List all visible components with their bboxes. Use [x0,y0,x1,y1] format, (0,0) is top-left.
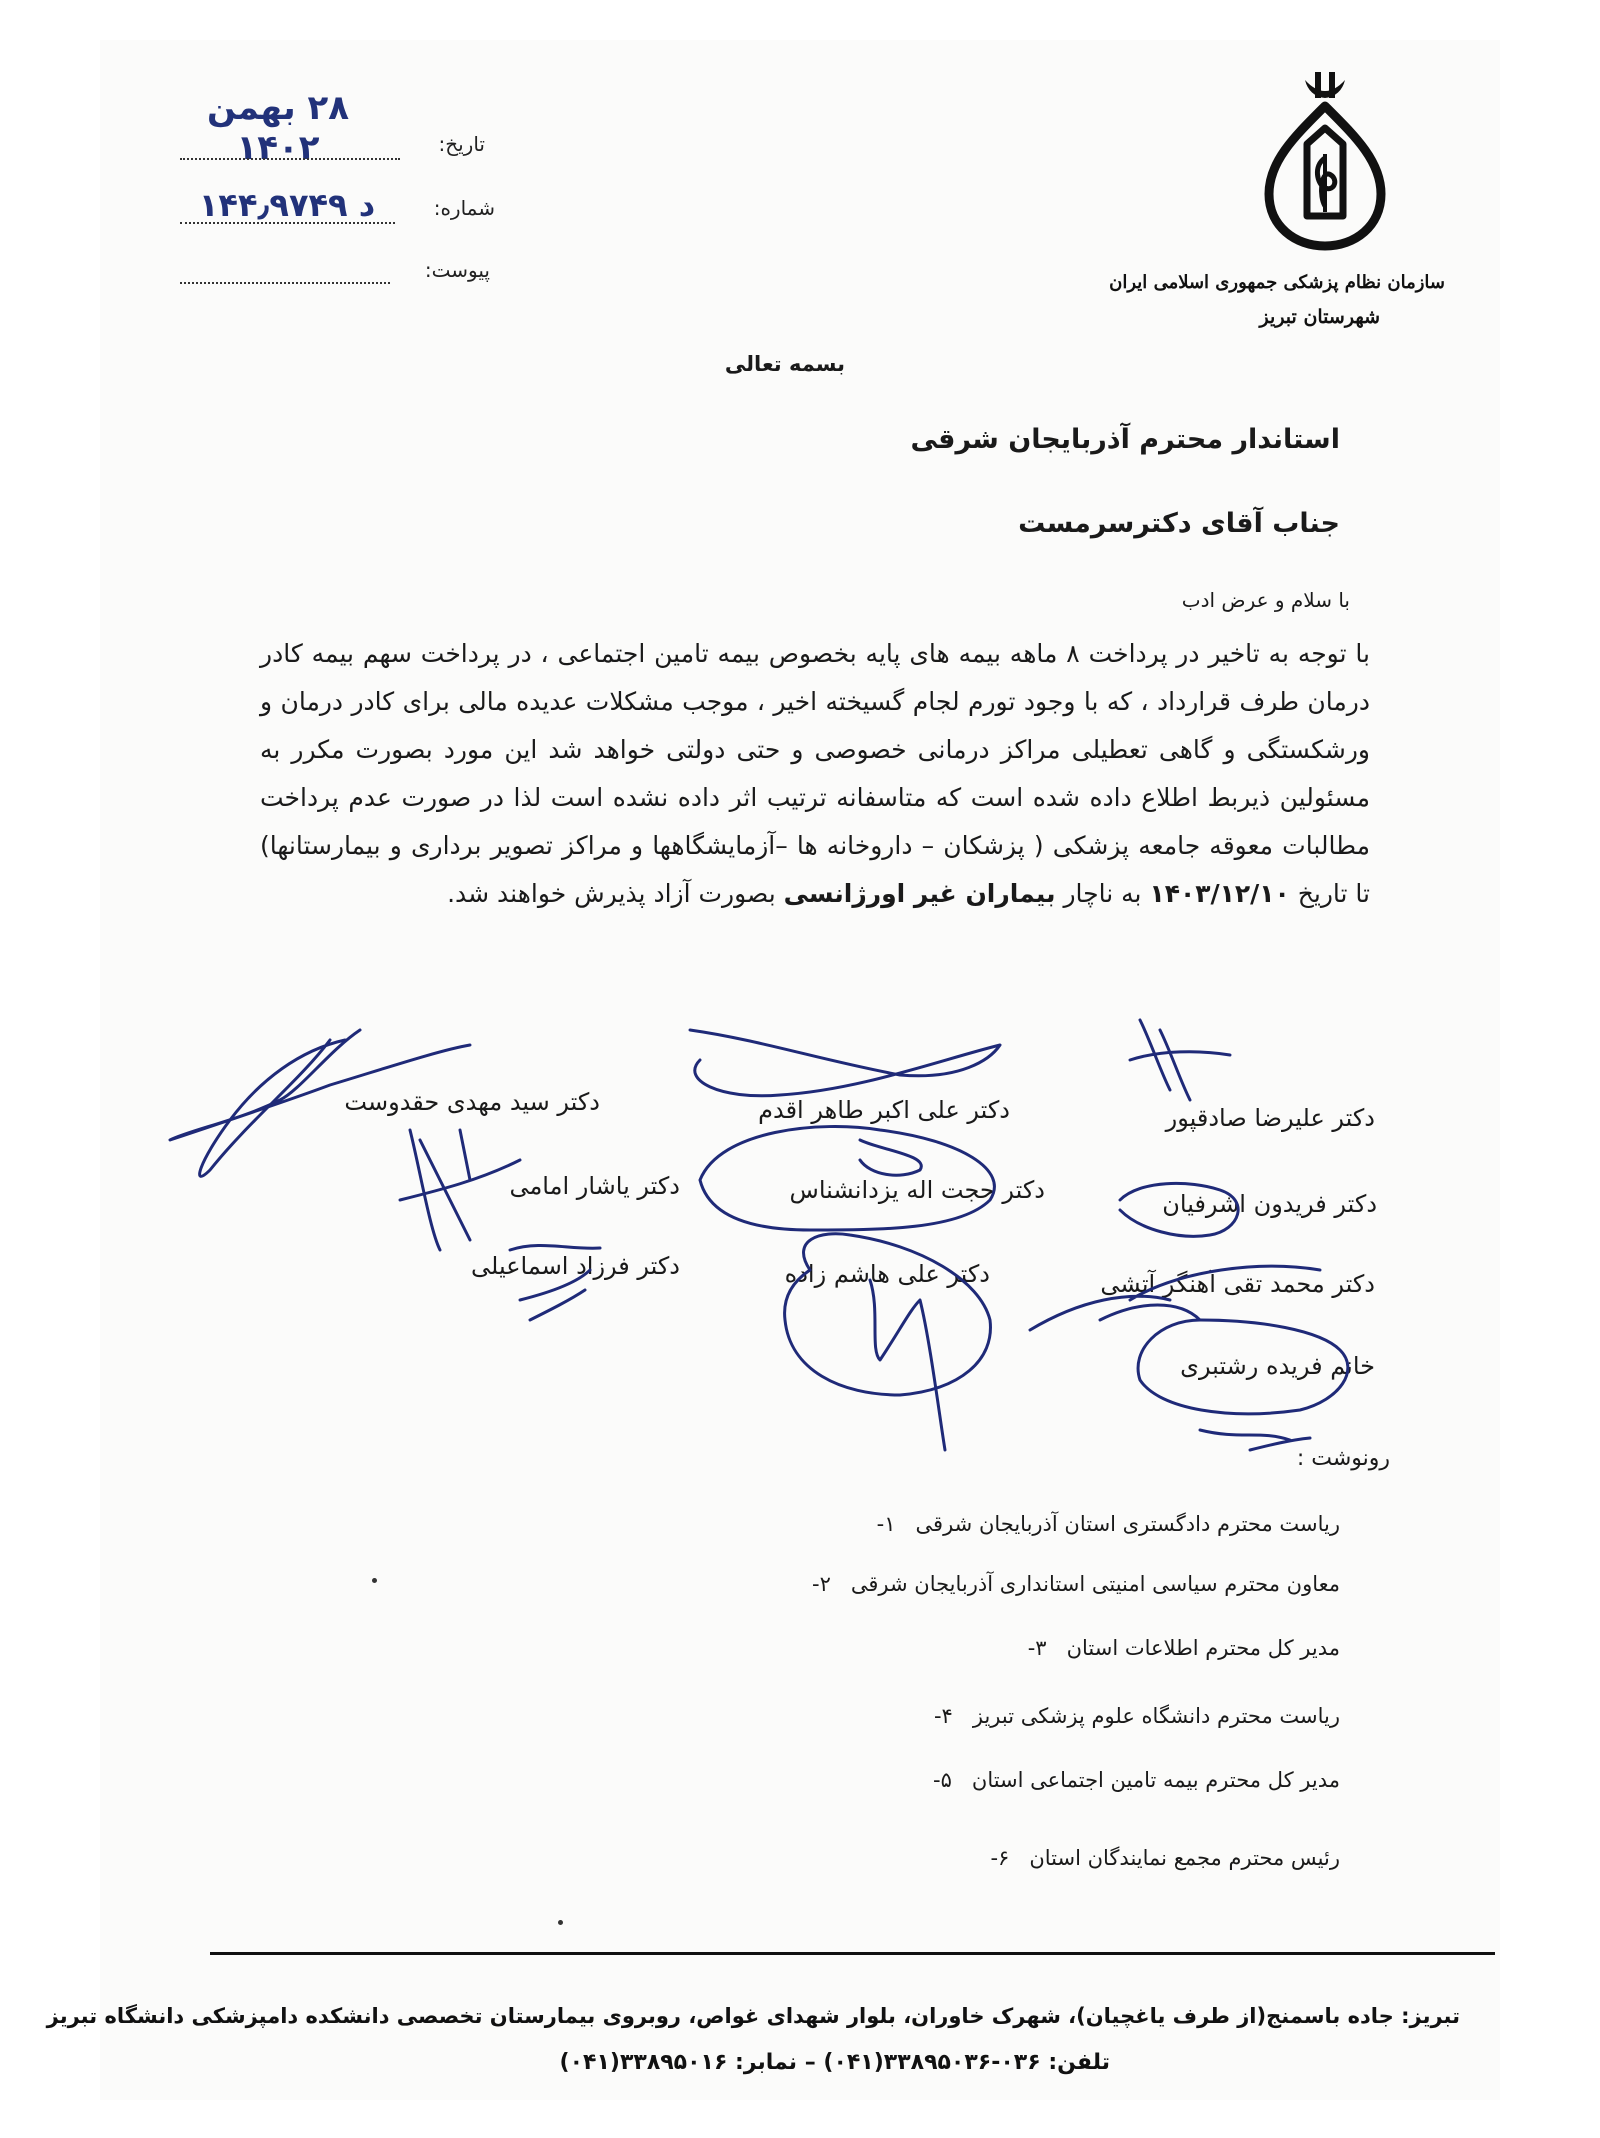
recipient-title: استاندار محترم آذربایجان شرقی [910,424,1340,455]
signatory-name: دکتر فریدون اشرفیان [1162,1190,1377,1218]
cc-item-text: مدیر کل محترم اطلاعات استان [1066,1636,1340,1660]
attachment-label: پیوست: [424,258,490,282]
body-text-end: بصورت آزاد پذیرش خواهند شد. [447,879,776,908]
cc-item [860,1704,1340,1728]
cc-item-number: ۴- [933,1704,953,1728]
recipient-name: جناب آقای دکترسرمست [1018,508,1340,539]
signatory-name: دکتر علی هاشم زاده [784,1260,990,1288]
signatory-name: خانم فریده رشتبری [1180,1352,1375,1380]
footer-phone: تلفن: ۰۳۶-۳۳۸۹۵۰۳۶(۰۴۱) – نمابر: ۳۳۸۹۵۰۱۶(۰۴۱) [559,2050,1110,2075]
cc-item-text: معاون محترم سیاسی امنیتی استانداری آذربایجان شرقی [850,1572,1340,1596]
organization-branch: شهرستان تبریز [1259,306,1380,328]
cc-item-number: ۵- [933,1768,952,1792]
signatory-name: دکتر علی اکبر طاهر اقدم [758,1096,1010,1124]
signatory-name: دکتر فرزاد اسماعیلی [471,1252,680,1280]
cc-item-text: ریاست محترم دادگستری استان آذربایجان شرقی [915,1512,1340,1536]
cc-item [840,1768,1340,1792]
deadline-date: ۱۴۰۳/۱۲/۱۰ [1149,879,1290,908]
body-emphasis: بیماران غیر اورژانسی [783,879,1056,908]
signatory-name: دکتر علیرضا صادقپور [1165,1104,1375,1132]
cc-item-text: ریاست محترم دانشگاه علوم پزشکی تبریز [972,1704,1340,1728]
signatory-name: دکتر محمد تقی آهنگر آتشی [1100,1270,1375,1298]
cc-item [900,1636,1340,1660]
cc-item [860,1846,1340,1870]
number-label: شماره: [433,196,495,220]
handwritten-date: ۲۸ بهمن ۱۴۰۲ [207,88,349,168]
cc-label: رونوشت : [1296,1446,1390,1471]
ink-dot [558,1920,563,1925]
footer-address: تبریز: جاده باسمنج(از طرف یاغچیان)، شهرک خاوران، بلوار شهدای غواص، روبروی بیمارستان تخصصی دانشکده دامپزشکی دانشگاه تبریز [46,2004,1460,2028]
cc-item-number: ۲- [811,1572,831,1596]
handwritten-number: د ۱۴۴٫۹۷۴۹ [198,186,376,224]
basmala: بسمه تعالی [724,352,846,376]
cc-item-number: ۶- [990,1846,1010,1870]
organization-name: سازمان نظام پزشکی جمهوری اسلامی ایران [1109,272,1445,293]
footer-divider [210,1952,1495,1955]
body-text-middle: به ناچار [1063,879,1142,908]
date-label: تاریخ: [438,132,485,156]
cc-item-text: مدیر کل محترم بیمه تامین اجتماعی استان [971,1768,1340,1792]
cc-item-number: ۱- [876,1512,896,1536]
body-text-start: با توجه به تاخیر در پرداخت ۸ ماهه بیمه های پایه بخصوص بیمه تامین اجتماعی ، در پرداخت سهم بیمه کادر درمان طرف قرارداد ، که با وجود تورم لجام گسیخته اخیر ، موجب مشکلات عدیده مالی برای کادر درمان و ورشکستگی و گاهی تعطیلی مراکز درمانی خصوصی و حتی دولتی خواهد شد این مورد بصورت مکرر به مسئولین ذیربط اطلاع داده شده است که متاسفانه ترتیب اثر داده نشده است لذا در صورت عدم پرداخت مطالبات معوقه جامعه پزشکی ( پزشکان – داروخانه ها –آزمایشگاهها و مراکز تصویر برداری و بیمارستانها) تا تاریخ [260,639,1370,908]
signatory-name: دکتر یاشار امامی [509,1172,680,1200]
signatory-name: دکتر سید مهدی حقدوست [344,1088,600,1116]
cc-item [800,1512,1340,1536]
cc-item-number: ۳- [1027,1636,1047,1660]
cc-item [760,1572,1340,1596]
signatory-name: دکتر حجت اله یزدانشناس [789,1176,1045,1204]
ink-dot [372,1578,377,1583]
cc-item-text: رئیس محترم مجمع نمایندگان استان [1029,1846,1340,1870]
greeting: با سلام و عرض ادب [1181,588,1350,612]
